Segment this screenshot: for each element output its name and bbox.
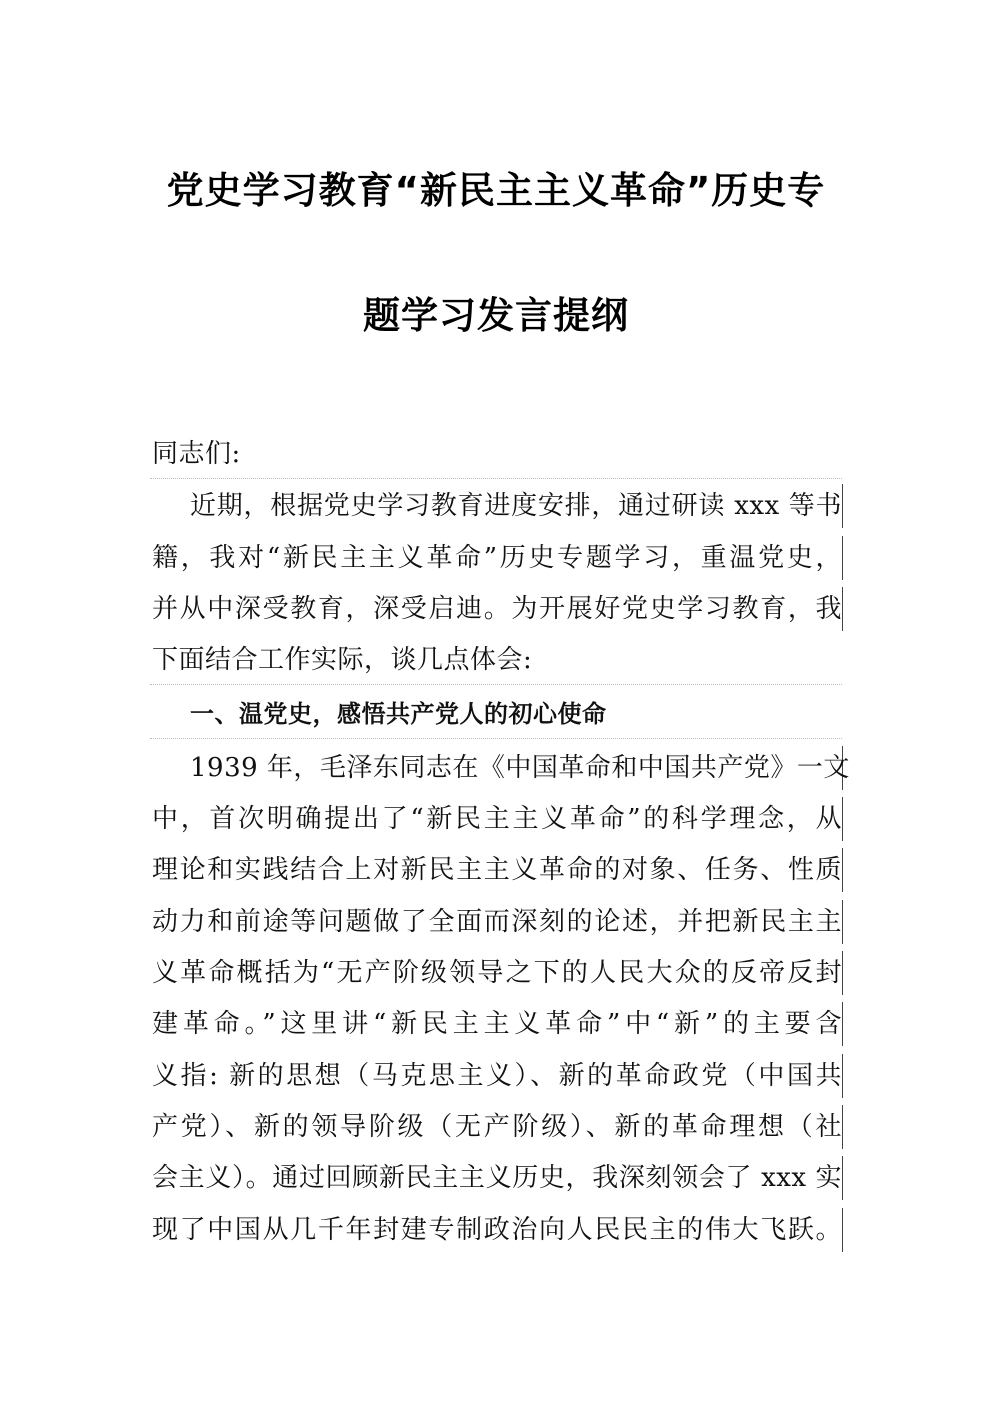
body-line-6: 建革命。”这里讲“新民主主义革命”中“新”的主要含 — [152, 1002, 843, 1046]
document-title-line-2: 题学习发言提纲 — [363, 294, 629, 337]
document-title-line-1: 党史学习教育“新民主主义革命”历史专 — [166, 169, 826, 212]
body-line-1: 1939 年，毛泽东同志在《中国革命和中国共产党》一文 — [190, 746, 843, 790]
body-line-9: 会主义）。通过回顾新民主主义历史，我深刻领会了 xxx 实 — [152, 1156, 843, 1200]
intro-line-2: 籍，我对“新民主主义革命”历史专题学习，重温党史， — [152, 536, 843, 580]
body-line-4: 动力和前途等问题做了全面而深刻的论述，并把新民主主 — [152, 900, 843, 944]
body-line-10: 现了中国从几千年封建专制政治向人民民主的伟大飞跃。 — [152, 1208, 843, 1252]
paragraph-rule — [150, 684, 842, 685]
body-line-3: 理论和实践结合上对新民主主义革命的对象、任务、性质 — [152, 848, 843, 892]
body-line-2: 中，首次明确提出了“新民主主义革命”的科学理念，从 — [152, 797, 843, 841]
intro-line-1: 近期，根据党史学习教育进度安排，通过研读 xxx 等书 — [190, 484, 843, 528]
intro-line-4: 下面结合工作实际，谈几点体会: — [152, 645, 533, 675]
salutation: 同志们: — [152, 439, 241, 469]
paragraph-rule — [150, 478, 842, 479]
body-line-8: 产党）、新的领导阶级（无产阶级）、新的革命理想（社 — [152, 1105, 843, 1149]
section-heading: 一、温党史，感悟共产党人的初心使命 — [190, 700, 607, 728]
intro-line-3: 并从中深受教育，深受启迪。为开展好党史学习教育，我 — [152, 587, 843, 631]
body-line-7: 义指: 新的思想（马克思主义）、新的革命政党（中国共 — [152, 1054, 843, 1098]
paragraph-rule — [150, 738, 842, 739]
body-line-5: 义革命概括为“无产阶级领导之下的人民大众的反帝反封 — [152, 951, 843, 995]
